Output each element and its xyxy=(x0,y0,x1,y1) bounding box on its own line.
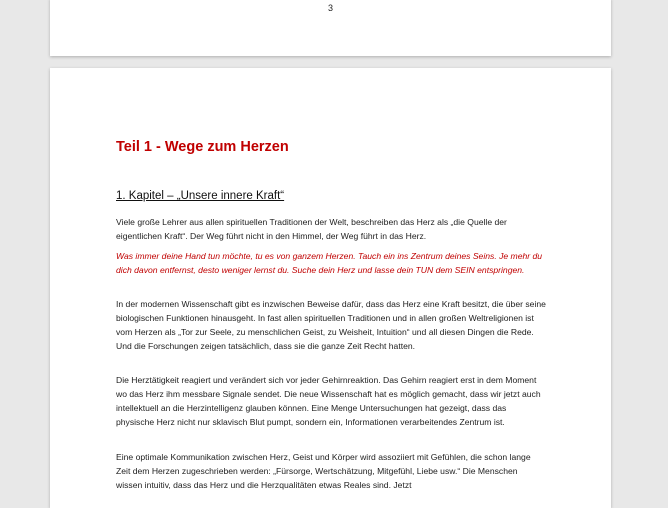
paragraph-intro: Viele große Lehrer aus allen spirituellen Traditionen der Welt, beschreiben das Herz als „die Quelle der eigentlichen Kraft“. Der Weg führt nicht in den Himmel, der Weg führt in das Herz. xyxy=(116,217,507,241)
previous-page xyxy=(50,0,611,56)
paragraph-heart-activity: Die Herztätigkeit reagiert und verändert sich vor jeder Gehirnreaktion. Das Gehirn reagiert erst in dem Moment wo das Herz ihm messbare Signale sendet. Die neue Wissenschaft hat es möglich gemacht, dass wir jetzt auch intellektuell an die Herzintelligenz glauben können. Eine Menge Untersuchungen hat gezeigt, dass das physische Herz nicht nur sklavisch Blut pumpt, sondern ein, Informationen verarbeitendes Zentrum ist. xyxy=(116,375,541,427)
current-page xyxy=(50,68,611,508)
page-number: 3 xyxy=(327,3,333,13)
paragraph-quote: Was immer deine Hand tun möchte, tu es von ganzem Herzen. Tauch ein ins Zentrum deines Seins. Je mehr du dich davon entfernst, desto weniger lernst du. Suche dein Herz und lasse dein TUN dem SEIN entspringen. xyxy=(116,251,543,275)
part-title: Teil 1 - Wege zum Herzen xyxy=(116,139,289,155)
paragraph-science: In der modernen Wissenschaft gibt es inzwischen Beweise dafür, dass das Herz eine Kraft besitzt, die über seine biologischen Funktionen hinausgeht. In fast allen spirituellen Traditionen und in allen großen Weltreligionen ist vom Herzen als „Tor zur Seele, zu menschlichen Geist, zu Weisheit, Intuition“ und all diesen Dingen die Rede. Und die Forschungen zeigen tatsächlich, dass sie die ganze Zeit Recht hatten. xyxy=(116,299,546,351)
paragraph-communication: Eine optimale Kommunikation zwischen Herz, Geist und Körper wird assoziiert mit Gefühlen, die schon lange Zeit dem Herzen zugeschrieben werden: „Fürsorge, Wertschätzung, Mitgefühl, Liebe usw.“ Die Menschen wissen intuitiv, dass das Herz und die Herzqualitäten etwas Reales sind. Jetzt xyxy=(116,452,531,490)
chapter-title: 1. Kapitel – „Unsere innere Kraft“ xyxy=(116,190,285,202)
